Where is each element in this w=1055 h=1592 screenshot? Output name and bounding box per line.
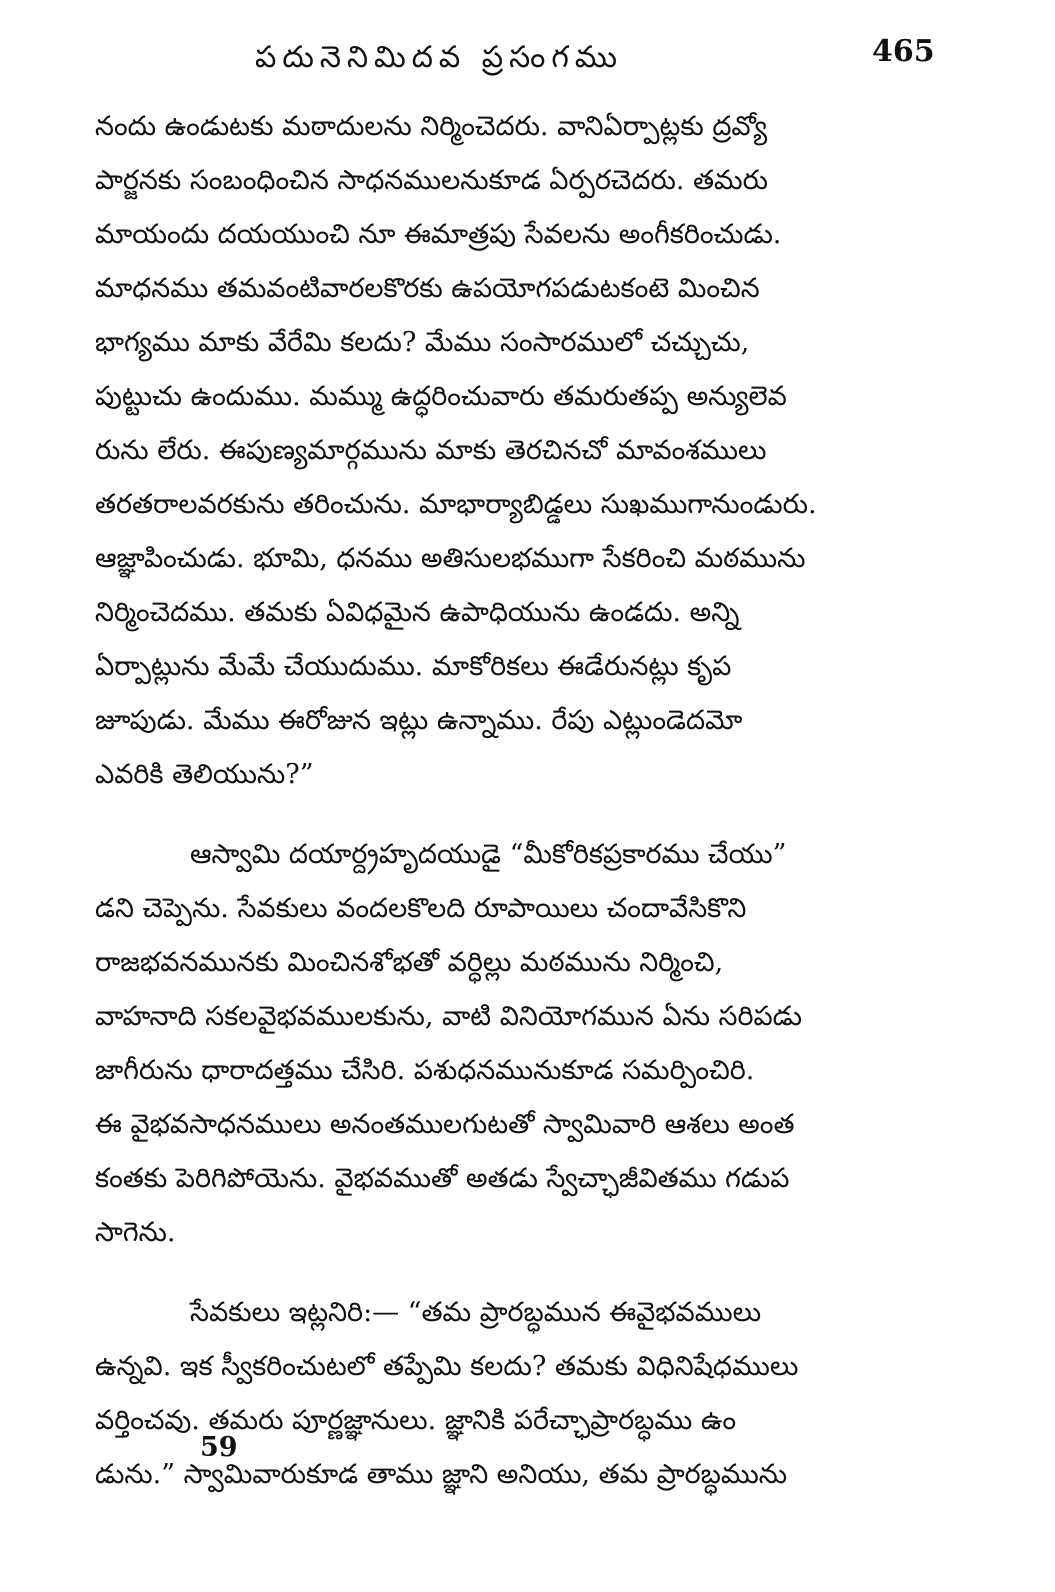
running-header-title: పదునెనిమిదవ ప్రసంగము	[255, 40, 624, 75]
page-number: 465	[872, 34, 935, 69]
text-line: ఎవరికి తెలియును?”	[95, 759, 314, 790]
text-line: రును లేరు. ఈపుణ్యమార్గమును మాకు తెరచినచో మావంశములు	[95, 435, 767, 466]
text-line: కంతకు పెరిగిపోయెను. వైభవముతో అతడు స్వేచ్ఛాజీవితము గడుప	[95, 1163, 790, 1194]
text-line: మాయందు దయయుంచి నూ ఈమాత్రపు సేవలను అంగీకరించుడు.	[95, 219, 782, 250]
text-line: ఆస్వామి దయార్ద్రహృదయుడై “మీకోరికప్రకారము చేయు”	[190, 839, 787, 870]
text-line: జూపుడు. మేము ఈరోజున ఇట్లు ఉన్నాము. రేపు ఎట్లుండెదమో	[95, 705, 743, 736]
text-line: వర్తించవు. తమరు పూర్ణజ్ఞానులు. జ్ఞానికి పరేచ్ఛాప్రారబ్ధము ఉం	[95, 1405, 737, 1436]
text-line: ఏర్పాట్లును మేమే చేయుదుము. మాకోరికలు ఈడేరునట్లు కృప	[95, 651, 732, 682]
text-line: ఉన్నవి. ఇక స్వీకరించుటలో తప్పేమి కలదు? తమకు విధినిషేధములు	[95, 1351, 799, 1382]
text-line: పుట్టుచు ఉందుము. మమ్ము ఉద్ధరించువారు తమరుతప్ప అన్యులెవ	[95, 381, 787, 412]
text-line: నిర్మించెదము. తమకు ఏవిధమైన ఉపాధియును ఉండదు. అన్ని	[95, 597, 740, 628]
paragraph	[95, 828, 955, 1260]
text-line: భాగ్యము మాకు వేరేమి కలదు? మేము సంసారములో చచ్చుచు,	[95, 327, 750, 358]
text-line: నందు ఉండుటకు మఠాదులను నిర్మించెదరు. వానిఏర్పాట్లకు ద్రవ్యో	[95, 111, 768, 142]
paragraph	[95, 100, 955, 802]
text-line: రాజభవనమునకు మించినశోభతో వర్ధిల్లు మఠమును నిర్మించి,	[95, 947, 724, 978]
signature-mark: 59	[200, 1432, 238, 1463]
text-line: వాహనాది సకలవైభవములకును, వాటి వినియోగమున ఏను సరిపడు	[95, 1001, 802, 1032]
paragraph	[95, 1286, 955, 1502]
text-line: ఆజ్ఞాపించుడు. భూమి, ధనము అతిసులభముగా సేకరించి మఠమును	[95, 543, 806, 574]
text-line: తరతరాలవరకును తరించును. మాభార్యాబిడ్డలు సుఖముగానుండురు.	[95, 489, 817, 520]
text-line: పార్జనకు సంబంధించిన సాధనములనుకూడ ఏర్పరచెదరు. తమరు	[95, 165, 768, 196]
text-line: డును.” స్వామివారుకూడ తాము జ్ఞాని అనియు, తమ ప్రారబ్ధమును	[95, 1459, 788, 1490]
text-line: సేవకులు ఇట్లనిరి:— “తమ ప్రారబ్ధమున ఈవైభవములు	[190, 1297, 762, 1328]
paragraph-gap	[95, 1260, 955, 1286]
text-line: జాగీరును ధారాదత్తము చేసిరి. పశుధనమునుకూడ సమర్పించిరి.	[95, 1055, 755, 1086]
text-line: డని చెప్పెను. సేవకులు వందలకొలది రూపాయిలు చందావేసికొని	[95, 893, 747, 924]
text-line: సాగెను.	[95, 1217, 176, 1248]
text-line: ఈ వైభవసాధనములు అనంతములగుటతో స్వామివారి ఆశలు అంత	[95, 1109, 795, 1140]
text-line: మాధనము తమవంటివారలకొరకు ఉపయోగపడుటకంటె మించిన	[95, 273, 760, 304]
body-text	[95, 100, 955, 1502]
paragraph-gap	[95, 802, 955, 828]
